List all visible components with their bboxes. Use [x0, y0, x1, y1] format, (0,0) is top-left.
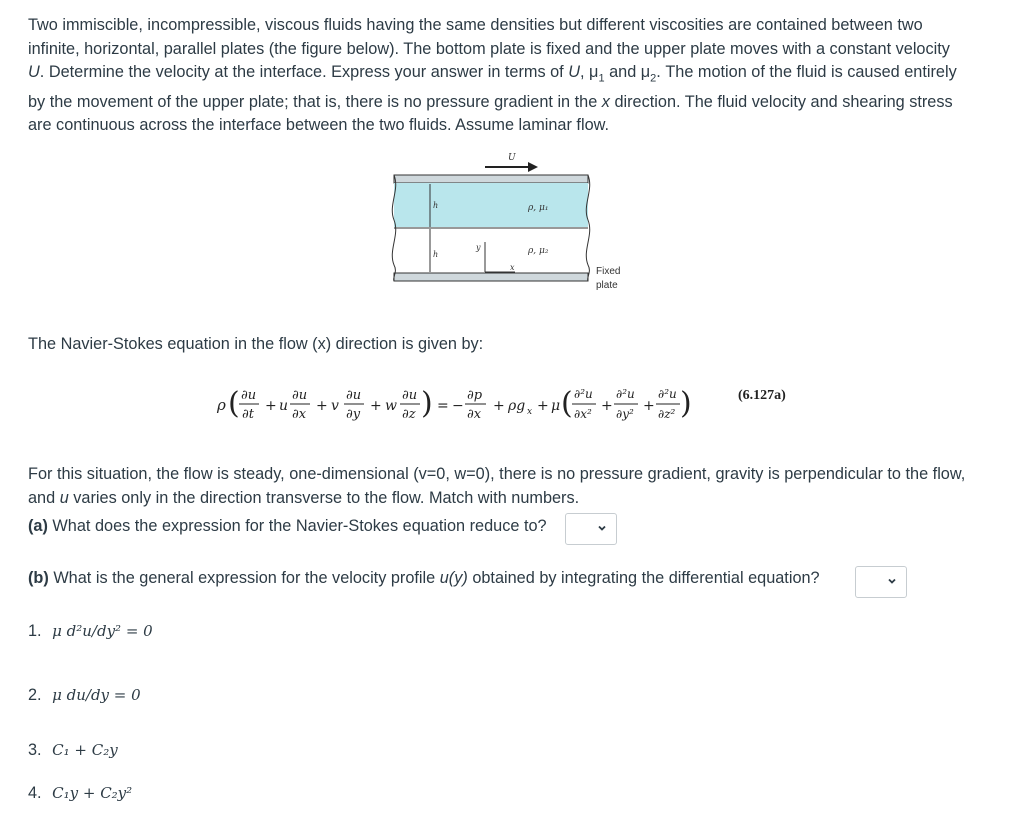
svg-text:∂²u: ∂²u — [616, 387, 635, 401]
svg-text:∂u: ∂u — [241, 388, 257, 403]
problem-line — [28, 91, 993, 115]
option-1 — [28, 622, 153, 641]
paragraph-line: For this situation, the flow is steady, one-dimensional (v=0, w=0), there is no pressure gradient, gravity is perpendicular to the flow, — [28, 465, 966, 483]
problem-line: are continuous across the interface between the two fluids. Assume laminar flow. — [28, 116, 610, 135]
navier-stokes-equation — [215, 380, 935, 430]
upper-fluid-label: ρ, μ₁ — [528, 203, 549, 213]
upper-plate — [394, 175, 588, 183]
option-expression: μ d²u/dy² = 0 — [52, 622, 153, 640]
svg-text:μ: μ — [551, 398, 561, 414]
question-a-label: (a) — [28, 517, 48, 535]
svg-text:∂p: ∂p — [467, 388, 483, 403]
option-number: 3. — [28, 741, 42, 759]
svg-text:∂u: ∂u — [402, 388, 418, 403]
navier-stokes-intro: The Navier-Stokes equation in the flow (x) direction is given by: — [28, 335, 484, 353]
svg-text:∂x²: ∂x² — [574, 407, 592, 421]
text-span: . Determine the velocity at the interface. Express your answer in terms of — [39, 63, 569, 81]
symbol-U: U — [28, 63, 40, 81]
problem-line — [28, 61, 993, 91]
svg-text:∂x: ∂x — [292, 407, 307, 422]
option-expression: μ du/dy = 0 — [52, 686, 141, 704]
svg-text:∂z: ∂z — [402, 407, 416, 422]
question-b-text: obtained by integrating the differential equation? — [467, 569, 820, 587]
text-span: direction. The fluid velocity and shearing stress — [609, 92, 953, 111]
answer-a-dropdown[interactable] — [565, 513, 617, 545]
text-span: by the movement of the upper plate; that is, there is no pressure gradient in the — [28, 92, 602, 111]
answer-b-dropdown[interactable] — [855, 566, 907, 598]
question-b — [28, 569, 820, 588]
symbol-U: U — [568, 63, 580, 81]
svg-text:∂x: ∂x — [467, 407, 482, 422]
lower-fluid-label: ρ, μ₂ — [528, 246, 549, 256]
lower-fluid — [394, 229, 588, 273]
problem-line: infinite, horizontal, parallel plates (the figure below). The bottom plate is fixed and the upper plate moves with a constant velocity — [28, 39, 950, 58]
question-a-text: What does the expression for the Navier-Stokes equation reduce to? — [47, 517, 547, 535]
svg-text:+: + — [316, 398, 328, 414]
svg-text:ρg: ρg — [508, 398, 526, 414]
text-span: varies only in the direction transverse to the flow. Match with numbers. — [68, 488, 580, 507]
svg-text:∂y²: ∂y² — [616, 407, 634, 421]
question-b-text: What is the general expression for the velocity profile — [48, 569, 440, 587]
svg-text:x: x — [527, 407, 533, 417]
subscript: 2 — [650, 72, 657, 85]
problem-line: Two immiscible, incompressible, viscous fluids having the same densities but different viscosities are contained between two — [28, 16, 923, 34]
option-expression: C₁y + C₂y² — [52, 784, 133, 802]
svg-text:+: + — [537, 398, 549, 414]
symbol-u: u — [59, 488, 69, 507]
option-4 — [28, 784, 132, 803]
h-upper-label: h — [433, 201, 439, 210]
question-b-label: (b) — [28, 569, 49, 587]
svg-text:+: + — [493, 398, 505, 414]
svg-text:∂z²: ∂z² — [658, 407, 676, 421]
svg-text:): ) — [680, 386, 692, 421]
fixed-label: Fixed — [596, 266, 621, 277]
svg-text:=: = — [437, 398, 449, 414]
question-a — [28, 517, 547, 536]
svg-text:v: v — [331, 398, 339, 414]
situation-paragraph — [28, 463, 1003, 510]
svg-text:w: w — [385, 398, 397, 414]
text-span: , μ — [580, 63, 599, 81]
option-number: 4. — [28, 784, 42, 802]
text-span: and — [28, 488, 60, 507]
h-lower-label: h — [433, 250, 439, 259]
svg-text:+: + — [643, 398, 655, 414]
svg-text:−: − — [452, 398, 464, 414]
y-axis-label: y — [476, 243, 481, 252]
plate-label: plate — [596, 280, 618, 291]
svg-text:(: ( — [228, 386, 240, 421]
svg-text:): ) — [421, 386, 433, 421]
svg-text:ρ: ρ — [217, 396, 226, 414]
svg-text:+: + — [265, 398, 277, 414]
x-axis-label: x — [510, 263, 515, 272]
svg-text:∂u: ∂u — [292, 388, 308, 403]
velocity-label: U — [508, 153, 516, 163]
question-b-function: u(y) — [439, 569, 468, 587]
svg-text:+: + — [601, 398, 613, 414]
option-2 — [28, 686, 141, 705]
velocity-arrowhead — [528, 162, 538, 172]
two-fluid-figure — [390, 150, 650, 300]
text-span: and μ — [604, 63, 651, 81]
svg-text:∂²u: ∂²u — [658, 387, 677, 401]
svg-text:u: u — [279, 398, 289, 414]
equation-number: (6.127a) — [738, 388, 786, 403]
symbol-x: x — [601, 92, 610, 111]
option-number: 2. — [28, 686, 42, 704]
problem-statement — [28, 14, 993, 138]
option-expression: C₁ + C₂y — [52, 741, 118, 759]
svg-text:∂u: ∂u — [346, 388, 362, 403]
svg-text:∂y: ∂y — [346, 407, 361, 422]
option-3 — [28, 741, 118, 760]
svg-text:(: ( — [561, 386, 573, 421]
chevron-down-icon — [596, 522, 608, 534]
upper-fluid — [394, 183, 588, 227]
svg-text:+: + — [370, 398, 382, 414]
chevron-down-icon — [886, 575, 898, 587]
subscript: 1 — [598, 72, 605, 85]
lower-plate — [394, 273, 588, 281]
text-span: . The motion of the fluid is caused entirely — [656, 63, 957, 81]
paragraph-line — [28, 487, 1003, 511]
svg-text:∂t: ∂t — [242, 407, 254, 422]
option-number: 1. — [28, 622, 42, 640]
svg-text:∂²u: ∂²u — [574, 387, 593, 401]
